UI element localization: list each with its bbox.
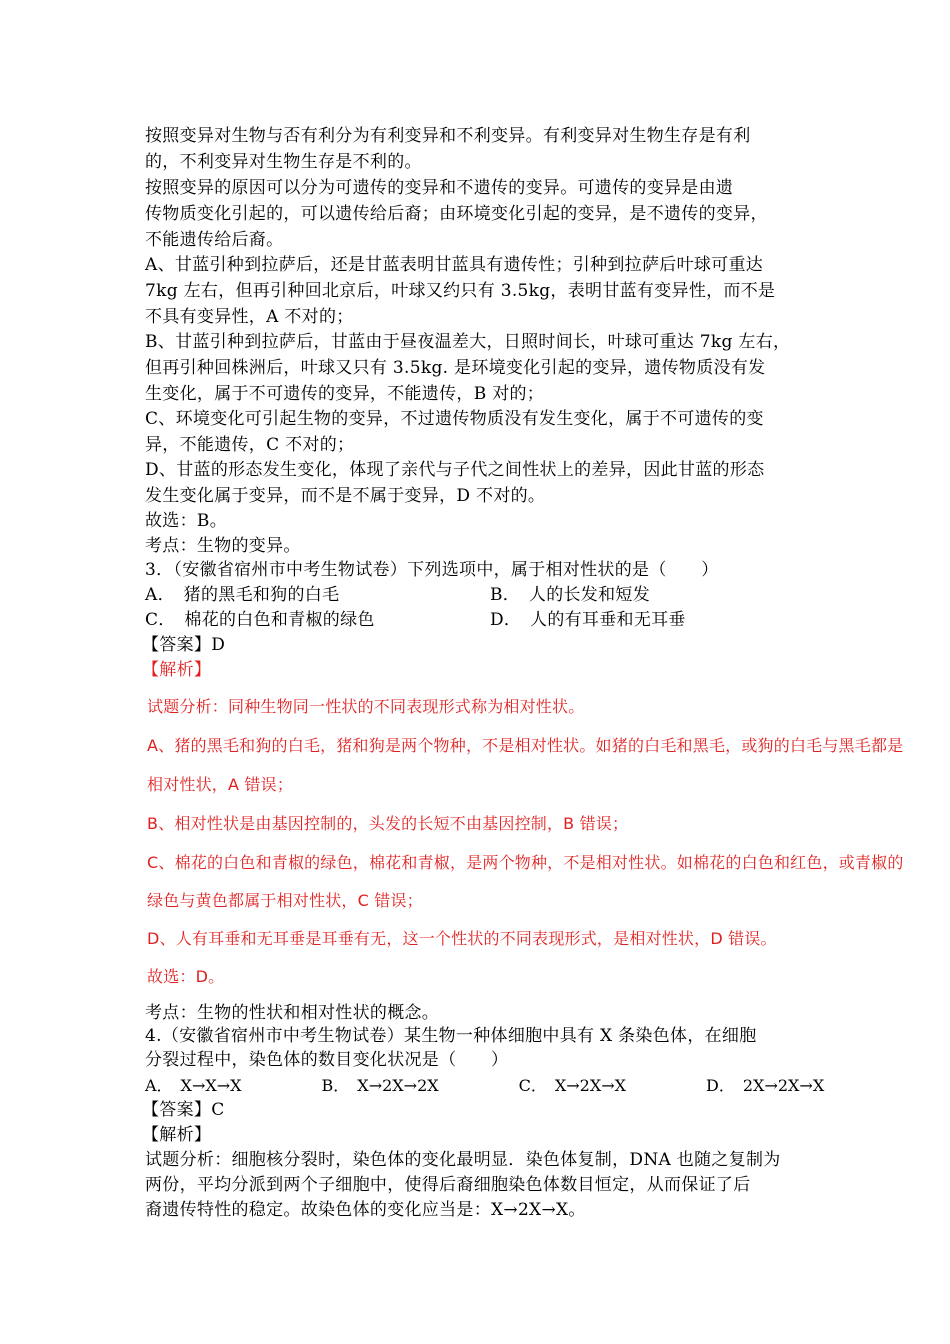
paragraph-line: 的，不利变异对生物生存是不利的。 xyxy=(145,152,422,172)
analysis-line: B、相对性状是由基因控制的，头发的长短不由基因控制，B 错误； xyxy=(147,814,629,833)
analysis-line: C、棉花的白色和青椒的绿色，棉花和青椒，是两个物种，不是相对性状。如棉花的白色和红色，或青椒的 xyxy=(147,853,904,872)
analysis-label: 【解析】 xyxy=(142,660,212,680)
analysis-line: 相对性状，A 错误； xyxy=(147,775,294,794)
question-3-stem: 3．（安徽省宿州市中考生物试卷）下列选项中，属于相对性状的是（ ） xyxy=(145,560,719,580)
option-a-explanation: 7kg 左右，但再引种回北京后，叶球又约只有 3.5kg，表明甘蓝有变异性，而不是 xyxy=(145,281,776,301)
paragraph-line: 按照变异的原因可以分为可遗传的变异和不遗传的变异。可遗传的变异是由遗 xyxy=(145,178,734,198)
analysis-line: 两份，平均分派到两个子细胞中，使得后裔细胞染色体数目恒定，从而保证了后 xyxy=(145,1175,751,1195)
option-c-explanation: 异，不能遗传，C 不对的； xyxy=(145,435,355,455)
paragraph-line: 按照变异对生物与否有利分为有利变异和不利变异。有利变异对生物生存是有利 xyxy=(145,126,751,146)
analysis-label: 【解析】 xyxy=(142,1125,212,1145)
question-4-options: A． X→X→X B． X→2X→2X C． X→2X→X D． 2X→2X→X xyxy=(145,1076,825,1095)
option-a-explanation: A、甘蓝引种到拉萨后，还是甘蓝表明甘蓝具有遗传性；引种到拉萨后叶球可重达 xyxy=(145,255,764,275)
option-a-explanation: 不具有变异性，A 不对的； xyxy=(145,307,354,327)
option-b: B． 人的长发和短发 xyxy=(490,585,650,605)
knowledge-point: 考点：生物的变异。 xyxy=(145,536,301,556)
analysis-line: 裔遗传特性的稳定。故染色体的变化应当是：X→2X→X。 xyxy=(145,1200,586,1220)
option-a: A． 猪的黑毛和狗的白毛 xyxy=(145,585,340,605)
option-d-explanation: D、甘蓝的形态发生变化，体现了亲代与子代之间性状上的差异，因此甘蓝的形态 xyxy=(145,460,765,480)
option-b-explanation: 但再引种回株洲后，叶球又只有 3.5kg. 是环境变化引起的变异，遗传物质没有发 xyxy=(145,358,766,378)
knowledge-point: 考点：生物的性状和相对性状的概念。 xyxy=(145,1003,440,1023)
option-c-explanation: C、环境变化可引起生物的变异，不过遗传物质没有发生变化，属于不可遗传的变 xyxy=(145,409,764,429)
analysis-line: 试题分析：同种生物同一性状的不同表现形式称为相对性状。 xyxy=(147,697,585,716)
question-3-options-row2 xyxy=(145,608,686,632)
option-c: C． 棉花的白色和青椒的绿色 xyxy=(145,610,375,630)
option-b-explanation: 生变化，属于不可遗传的变异，不能遗传，B 对的； xyxy=(145,384,545,404)
paragraph-line: 传物质变化引起的，可以遗传给后裔；由环境变化引起的变异，是不遗传的变异， xyxy=(145,204,768,224)
paragraph-line: 不能遗传给后裔。 xyxy=(145,230,284,250)
option-d: D． 人的有耳垂和无耳垂 xyxy=(490,610,686,630)
analysis-line: 试题分析：细胞核分裂时，染色体的变化最明显．染色体复制，DNA 也随之复制为 xyxy=(145,1150,781,1170)
choice-line: 故选：B。 xyxy=(145,511,227,531)
question-3-options-row1 xyxy=(145,583,650,607)
option-b-explanation: B、甘蓝引种到拉萨后，甘蓝由于昼夜温差大，日照时间长，叶球可重达 7kg 左右， xyxy=(145,332,791,352)
analysis-line: 绿色与黄色都属于相对性状，C 错误； xyxy=(147,891,423,910)
question-4-stem: 4.（安徽省宿州市中考生物试卷）某生物一种体细胞中具有 X 条染色体，在细胞 xyxy=(145,1026,757,1046)
answer-label: 【答案】D xyxy=(142,635,226,655)
option-d-explanation: 发生变化属于变异，而不是不属于变异，D 不对的。 xyxy=(145,486,546,506)
question-4-stem: 分裂过程中，染色体的数目变化状况是（ ） xyxy=(145,1050,509,1070)
analysis-line: 故选：D。 xyxy=(147,967,225,986)
analysis-line: D、人有耳垂和无耳垂是耳垂有无，这一个性状的不同表现形式，是相对性状，D 错误。 xyxy=(147,929,777,948)
answer-label: 【答案】C xyxy=(142,1100,225,1120)
analysis-line: A、猪的黑毛和狗的白毛，猪和狗是两个物种，不是相对性状。如猪的白毛和黑毛，或狗的白毛与黑毛都是 xyxy=(147,736,904,755)
